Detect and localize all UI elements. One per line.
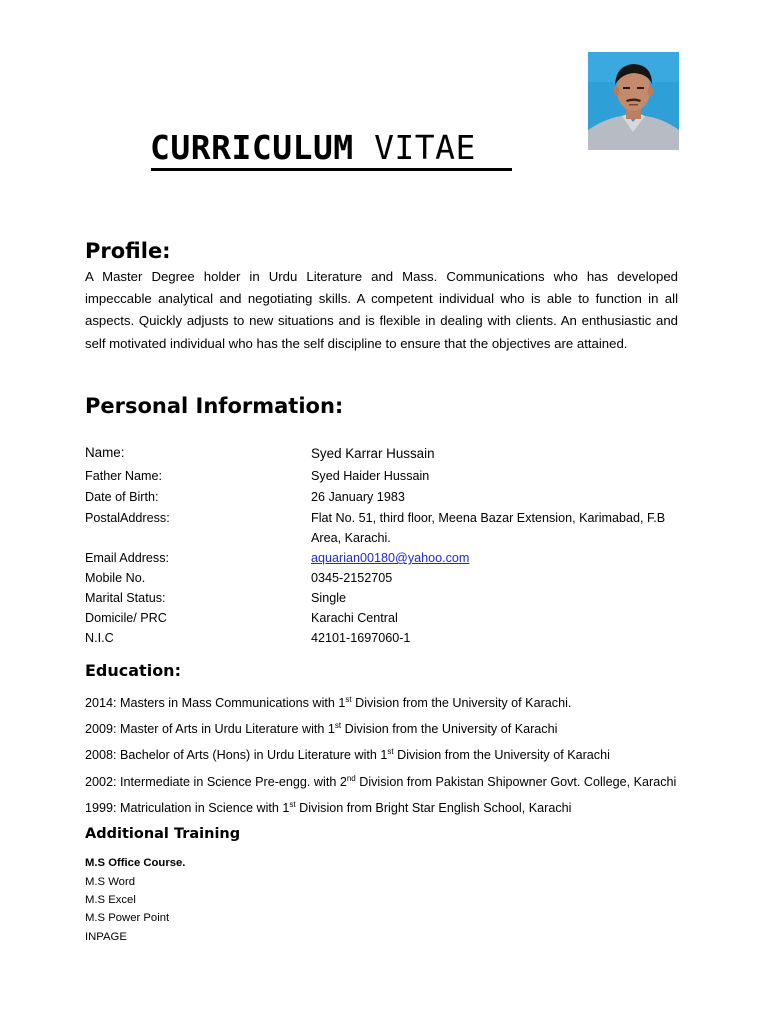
portrait-image xyxy=(588,52,679,150)
profile-heading: Profile: xyxy=(85,239,171,263)
document-title xyxy=(150,128,476,168)
name-value: Syed Karrar Hussain xyxy=(311,446,435,461)
title-bold: CURRICULUM xyxy=(150,128,354,167)
domicile-label: Domicile/ PRC xyxy=(85,611,167,625)
training-item: M.S Excel xyxy=(85,894,136,906)
training-heading: Additional Training xyxy=(85,826,241,842)
father-name-value: Syed Haider Hussain xyxy=(311,469,430,483)
education-item: 2002: Intermediate in Science Pre-engg. with 2nd Division from Pakistan Shipowner Govt. College, Karachi xyxy=(85,774,677,789)
email-label: Email Address: xyxy=(85,551,169,565)
profile-photo xyxy=(588,52,679,150)
training-item: M.S Office Course. xyxy=(85,857,186,869)
title-underline xyxy=(151,168,512,171)
mobile-value: 0345-2152705 xyxy=(311,571,393,585)
domicile-value: Karachi Central xyxy=(311,611,398,625)
education-heading: Education: xyxy=(85,661,181,680)
mobile-label: Mobile No. xyxy=(85,571,146,585)
nic-value: 42101-1697060-1 xyxy=(311,631,411,645)
education-item: 1999: Matriculation in Science with 1st Division from Bright Star English School, Karachi xyxy=(85,800,572,815)
dob-value: 26 January 1983 xyxy=(311,490,405,504)
education-item: 2008: Bachelor of Arts (Hons) in Urdu Literature with 1st Division from the University of Karachi xyxy=(85,747,610,762)
marital-status-label: Marital Status: xyxy=(85,591,166,605)
title-light: VITAE xyxy=(374,128,476,167)
marital-status-value: Single xyxy=(311,591,347,605)
training-item: M.S Word xyxy=(85,876,136,888)
nic-label: N.I.C xyxy=(85,631,114,645)
postal-address-label: PostalAddress: xyxy=(85,511,170,525)
education-item: 2009: Master of Arts in Urdu Literature with 1st Division from the University of Karachi xyxy=(85,721,558,736)
training-item: INPAGE xyxy=(85,931,127,943)
postal-address-value-line1: Flat No. 51, third floor, Meena Bazar Extension, Karimabad, F.B xyxy=(311,511,666,525)
name-label: Name: xyxy=(85,445,125,460)
training-item: M.S Power Point xyxy=(85,912,170,924)
postal-address-value-line2: Area, Karachi. xyxy=(311,531,391,545)
education-item: 2014: Masters in Mass Communications with 1st Division from the University of Karachi. xyxy=(85,695,572,710)
dob-label: Date of Birth: xyxy=(85,490,159,504)
profile-paragraph: A Master Degree holder in Urdu Literature and Mass. Communications who has developed impeccable analytical and negotiating skills. A competent individual who is able to function in all aspects. Quickly adjusts to new situations and is flexible in dealing with clients. An enthusiastic and self motivated individual who has the self discipline to ensure that the objectives are attained. xyxy=(85,269,678,351)
email-link[interactable]: aquarian00180@yahoo.com xyxy=(311,551,470,565)
personal-info-heading: Personal Information: xyxy=(85,394,344,418)
father-name-label: Father Name: xyxy=(85,469,162,483)
